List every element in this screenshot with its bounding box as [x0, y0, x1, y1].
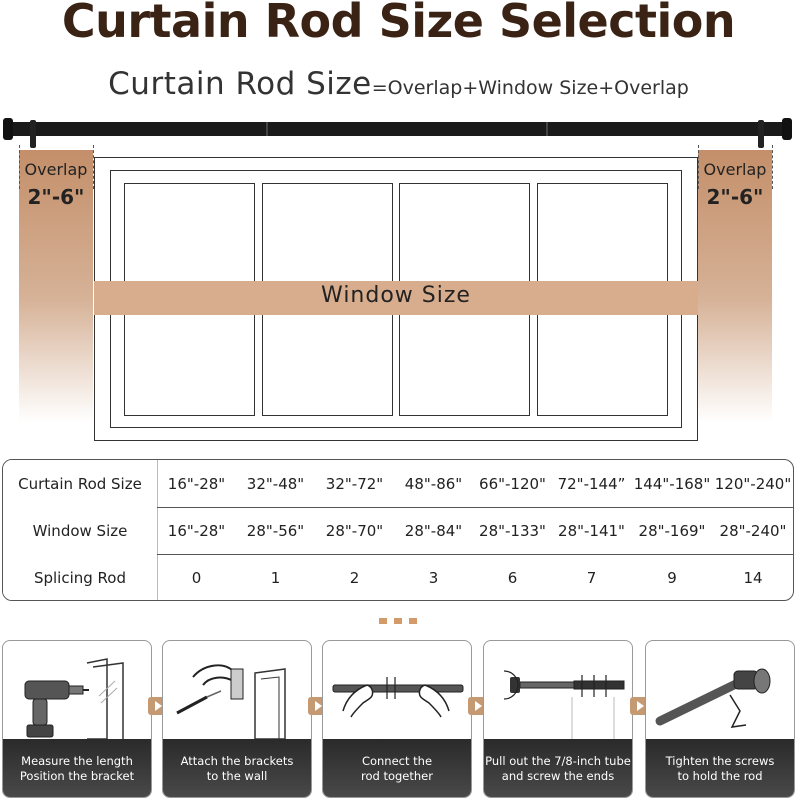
- step-card-tighten: [645, 640, 795, 798]
- step-caption: [3, 739, 151, 798]
- step-card-measure: [2, 640, 152, 798]
- bracket-icon: [163, 641, 311, 741]
- row-header: Window Size: [3, 507, 157, 554]
- step-card-brackets: [162, 640, 312, 798]
- curtain-rod: [8, 122, 790, 136]
- table-cell: 144"-168": [633, 474, 711, 493]
- table-cell: 28"-70": [325, 521, 384, 540]
- table-row-window-size: [3, 507, 793, 554]
- table-cell: 0: [191, 568, 202, 587]
- table-cell: 16"-28": [167, 474, 226, 493]
- overlap-label-right: Overlap: [703, 160, 767, 179]
- step-caption-line: Position the bracket: [19, 769, 135, 783]
- table-row-rod-size: [3, 460, 793, 507]
- rod-finial-left: [3, 118, 13, 140]
- table-cell: 1: [270, 568, 281, 587]
- table-cell: 28"-240": [719, 521, 787, 540]
- step-caption: [646, 739, 794, 798]
- size-table: [2, 459, 794, 601]
- formula-rest: =Overlap+Window Size+Overlap: [371, 77, 689, 99]
- step-caption-line: to the wall: [206, 769, 268, 783]
- formula-lead: Curtain Rod Size: [108, 66, 372, 102]
- hands-rod-icon: [323, 641, 471, 741]
- rod-bracket-right: [758, 120, 764, 148]
- step-card-pull-tube: [483, 640, 633, 798]
- rod-bracket-left: [30, 120, 36, 148]
- step-caption: [323, 739, 471, 798]
- table-cell: 14: [743, 568, 763, 587]
- tube-icon: [484, 641, 632, 741]
- row-header: Curtain Rod Size: [3, 460, 157, 507]
- rod-end-icon: [646, 641, 794, 741]
- drill-icon: [3, 641, 151, 741]
- table-cell: 72"-144”: [557, 474, 626, 493]
- step-caption-line: Connect the: [361, 754, 433, 768]
- table-cell: 28"-141": [558, 521, 625, 540]
- step-caption: [163, 739, 311, 798]
- step-caption-line: Tighten the screws: [665, 754, 775, 768]
- overlap-value-left: 2"-6": [27, 185, 85, 209]
- rod-finial-right: [782, 118, 792, 140]
- table-cell: 48"-86": [404, 474, 463, 493]
- page-title: Curtain Rod Size Selection: [61, 0, 736, 48]
- overlap-guide-right-b: [772, 145, 773, 189]
- table-cell: 32"-72": [325, 474, 384, 493]
- window-size-label: Window Size: [321, 283, 471, 308]
- rod-size-formula: [0, 66, 797, 102]
- separator-dot: [409, 618, 417, 624]
- table-cell: 32"-48": [246, 474, 305, 493]
- table-cell: 28"-133": [479, 521, 546, 540]
- table-row-splicing-rod: [3, 554, 793, 601]
- table-cell: 3: [428, 568, 439, 587]
- overlap-value-right: 2"-6": [706, 185, 764, 209]
- table-cell: 28"-84": [404, 521, 463, 540]
- table-cell: 6: [507, 568, 518, 587]
- step-caption-line: and screw the ends: [501, 769, 615, 783]
- table-cell: 28"-56": [246, 521, 305, 540]
- table-cell: 120"-240": [714, 474, 792, 493]
- step-caption: [484, 739, 632, 798]
- row-header: Splicing Rod: [3, 554, 157, 601]
- table-cell: 9: [667, 568, 677, 587]
- separator-dot: [379, 618, 387, 624]
- table-cell: 16"-28": [167, 521, 226, 540]
- separator-dot: [394, 618, 402, 624]
- table-cell: 7: [586, 568, 597, 587]
- step-card-connect: [322, 640, 472, 798]
- step-caption-line: rod together: [361, 769, 433, 783]
- overlap-label-left: Overlap: [24, 160, 88, 179]
- step-caption-line: Measure the length: [21, 754, 133, 768]
- table-cell: 66"-120": [479, 474, 546, 493]
- step-caption-line: Pull out the 7/8-inch tube: [485, 754, 631, 768]
- table-cell: 28"-169": [638, 521, 706, 540]
- table-cell: 2: [349, 568, 360, 587]
- step-caption-line: to hold the rod: [677, 769, 763, 783]
- step-caption-line: Attach the brackets: [180, 754, 294, 768]
